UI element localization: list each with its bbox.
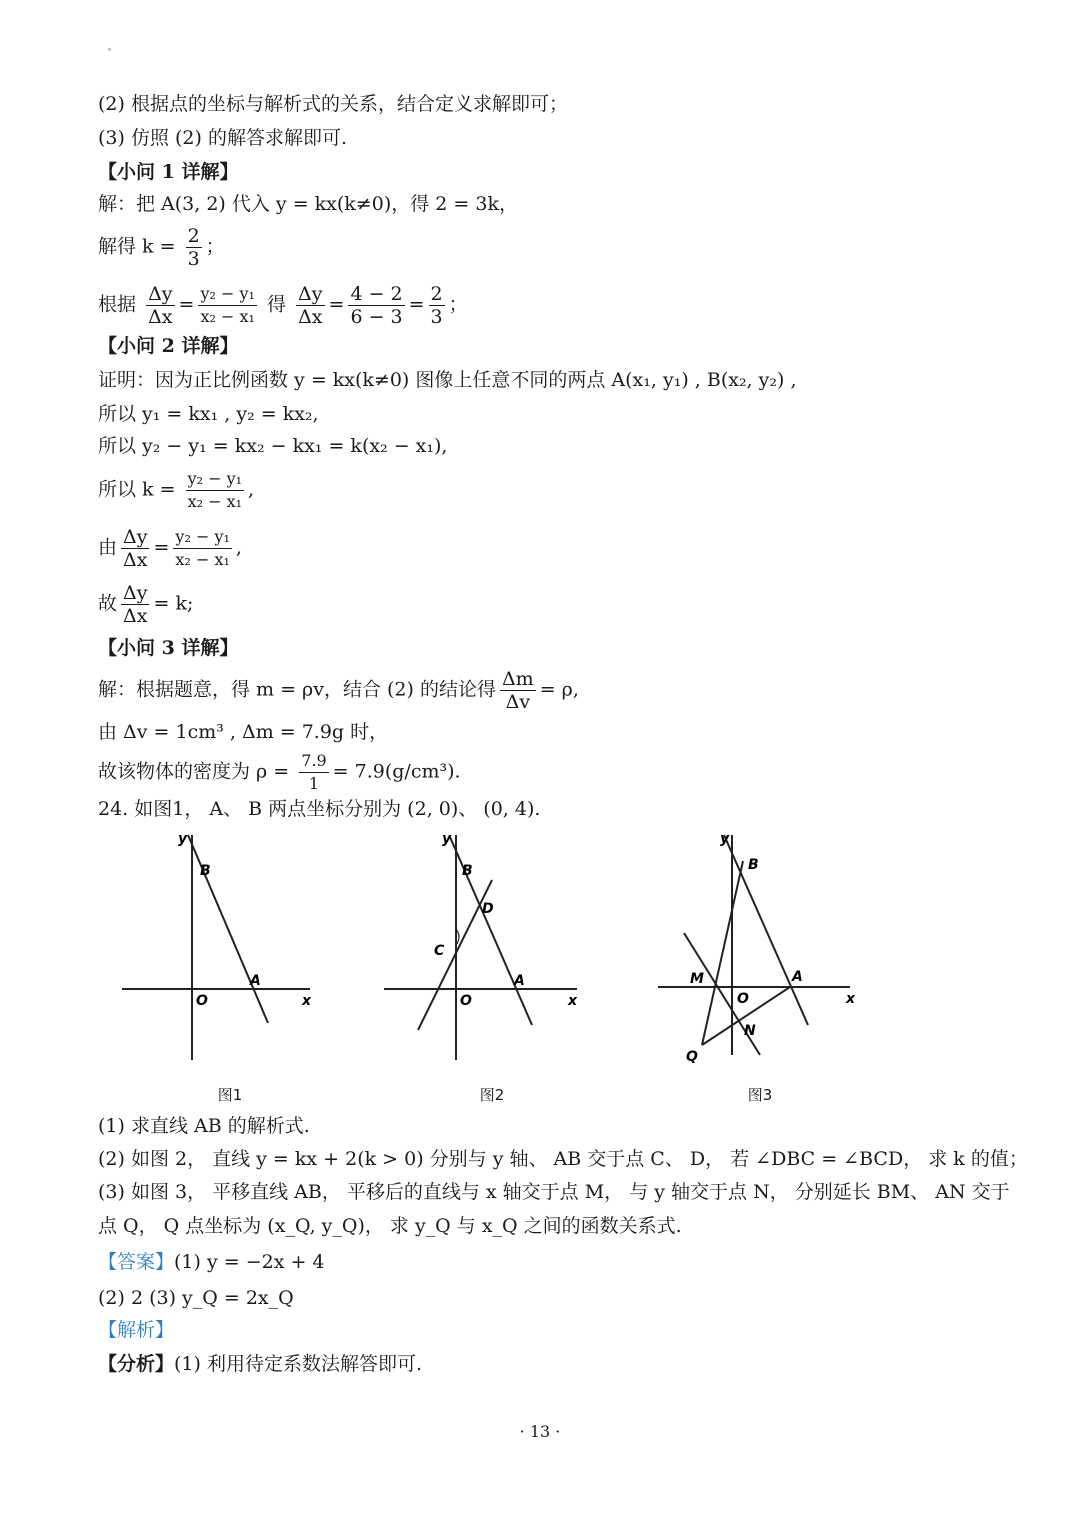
numerator: Δy <box>123 526 148 548</box>
origin-label: O <box>196 993 208 1009</box>
denominator: x₂ − x₁ <box>200 307 255 326</box>
fraction <box>186 225 202 270</box>
text-line <box>98 225 1020 270</box>
question-3: (3) 如图 3， 平移直线 AB， 平移后的直线与 x 轴交于点 M， 与 y 轴交于点 N， 分别延长 BM、 AN 交于 <box>98 1181 1010 1203</box>
denominator: x₂ − x₁ <box>187 492 243 511</box>
fraction <box>500 668 536 713</box>
operator: = <box>153 536 170 559</box>
point-b-label: B <box>462 863 473 879</box>
numerator: 7.9 <box>299 750 328 773</box>
fraction <box>296 283 324 328</box>
point-d-label: D <box>482 901 494 917</box>
text: = ρ, <box>539 678 579 701</box>
denominator: Δx <box>123 605 148 627</box>
analysis-text: (1) 利用待定系数法解答即可. <box>174 1353 423 1375</box>
section-heading: 【小问 3 详解】 <box>98 637 239 659</box>
figure-3-diagram <box>640 825 880 1105</box>
figure-2-caption: 图2 <box>479 1086 505 1104</box>
fraction <box>299 750 328 795</box>
text-line <box>98 526 1020 571</box>
point-c-label: C <box>434 943 445 959</box>
text: 解：根据题意，得 m = ρv，结合 (2) 的结论得 <box>98 678 496 701</box>
point-a-label: A <box>514 973 525 989</box>
figure-2-diagram <box>372 825 612 1105</box>
page-number: · 13 · <box>519 1422 561 1441</box>
y-axis-label: y <box>442 831 452 847</box>
fraction <box>429 283 445 328</box>
numerator: Δy <box>123 582 148 604</box>
numerator: 2 <box>430 283 443 305</box>
scan-speck <box>108 48 111 51</box>
text: 故该物体的密度为 ρ = <box>98 760 296 783</box>
section-heading: 【小问 2 详解】 <box>98 335 239 357</box>
denominator: 1 <box>308 774 320 793</box>
text-line: 证明：因为正比例函数 y = kx(k≠0) 图像上任意不同的两点 A(x₁, y₁) , B(x₂, y₂) , <box>98 369 797 391</box>
figure-1-diagram <box>110 825 350 1105</box>
answer-tag: 【答案】 <box>98 1251 175 1273</box>
denominator: x₂ − x₁ <box>175 550 230 569</box>
fraction <box>348 283 404 328</box>
text-line: 由 Δv = 1cm³ , Δm = 7.9g 时， <box>98 721 389 743</box>
x-axis-label: x <box>846 991 856 1007</box>
answer-2-3: (2) 2 (3) y_Q = 2x_Q <box>98 1287 294 1309</box>
text-line: (3) 仿照 (2) 的解答求解即可. <box>98 127 347 149</box>
origin-label: O <box>460 993 472 1009</box>
text: 所以 k = <box>98 478 182 501</box>
denominator: Δv <box>505 691 531 713</box>
figure-3 <box>640 825 880 1105</box>
analysis-heading: 【分析】 <box>98 1353 175 1375</box>
denominator: Δx <box>298 306 323 328</box>
text: 由 <box>98 536 118 559</box>
numerator: 2 <box>187 225 200 247</box>
figure-1 <box>110 825 350 1105</box>
fraction <box>186 468 244 513</box>
question-2: (2) 如图 2， 直线 y = kx + 2(k > 0) 分别与 y 轴、 AB 交于点 C、 D， 若 ∠DBC = ∠BCD， 求 k 的值； <box>98 1148 1028 1170</box>
text: = 7.9(g/cm³). <box>332 760 461 783</box>
numerator: Δy <box>148 283 173 305</box>
text: 根据 <box>98 293 137 316</box>
text-line: 所以 y₁ = kx₁ , y₂ = kx₂, <box>98 403 319 425</box>
text: = k; <box>153 592 194 615</box>
point-a-label: A <box>250 973 261 989</box>
text-line: (2) 根据点的坐标与解析式的关系，结合定义求解即可； <box>98 93 568 115</box>
origin-label: O <box>737 991 749 1007</box>
point-a-label: A <box>792 969 803 985</box>
y-axis-label: y <box>720 831 730 847</box>
denominator: 3 <box>430 306 443 328</box>
numerator: y₂ − y₁ <box>198 283 256 306</box>
text-line <box>98 668 1020 713</box>
fraction <box>146 283 174 328</box>
answer-line <box>98 1248 1020 1276</box>
operator: = <box>178 293 195 316</box>
x-axis-label: x <box>302 993 312 1009</box>
denominator: 6 − 3 <box>350 306 403 328</box>
fraction <box>198 283 256 328</box>
text-line: 所以 y₂ − y₁ = kx₂ − kx₁ = k(x₂ − x₁), <box>98 435 448 457</box>
operator: = <box>408 293 425 316</box>
numerator: y₂ − y₁ <box>186 468 244 491</box>
problem-statement: 24. 如图1， A、 B 两点坐标分别为 (2, 0)、 (0, 4). <box>98 798 541 820</box>
numerator: Δm <box>501 668 534 690</box>
point-n-label: N <box>744 1023 756 1039</box>
analysis-tag: 【解析】 <box>98 1319 175 1341</box>
text-line <box>98 468 1020 513</box>
operator: = <box>328 293 345 316</box>
denominator: Δx <box>123 549 148 571</box>
text: 故 <box>98 592 118 615</box>
figure-1-caption: 图1 <box>217 1086 243 1104</box>
text: , <box>235 536 242 559</box>
text-line: 解：把 A(3, 2) 代入 y = kx(k≠0)，得 2 = 3k， <box>98 193 518 215</box>
figure-3-caption: 图3 <box>747 1086 773 1104</box>
numerator: y₂ − y₁ <box>173 526 231 549</box>
text: 得 <box>266 293 286 316</box>
text: ； <box>205 235 225 258</box>
point-b-label: B <box>200 863 211 879</box>
text-line <box>98 283 1020 328</box>
text: 解得 k = <box>98 235 182 258</box>
question-3-continued: 点 Q， Q 点坐标为 (x_Q, y_Q)， 求 y_Q 与 x_Q 之间的函数关系式. <box>98 1215 682 1237</box>
x-axis-label: x <box>568 993 578 1009</box>
question-1: (1) 求直线 AB 的解析式. <box>98 1115 310 1137</box>
fraction <box>173 526 231 571</box>
fraction <box>121 526 149 571</box>
analysis-line <box>98 1350 1020 1378</box>
y-axis-label: y <box>178 831 188 847</box>
numerator: 4 − 2 <box>350 283 403 305</box>
point-m-label: M <box>690 971 704 987</box>
answer-1: (1) y = −2x + 4 <box>174 1251 325 1273</box>
figures-row <box>110 825 870 1105</box>
fraction <box>121 582 149 627</box>
denominator: 3 <box>187 248 200 270</box>
section-heading: 【小问 1 详解】 <box>98 161 239 183</box>
text: ； <box>448 293 468 316</box>
denominator: Δx <box>148 306 173 328</box>
point-b-label: B <box>748 857 759 873</box>
figure-2 <box>372 825 612 1105</box>
text: , <box>248 478 255 501</box>
numerator: Δy <box>298 283 323 305</box>
point-q-label: Q <box>686 1049 698 1065</box>
text-line <box>98 582 1020 627</box>
text-line <box>98 750 1020 795</box>
